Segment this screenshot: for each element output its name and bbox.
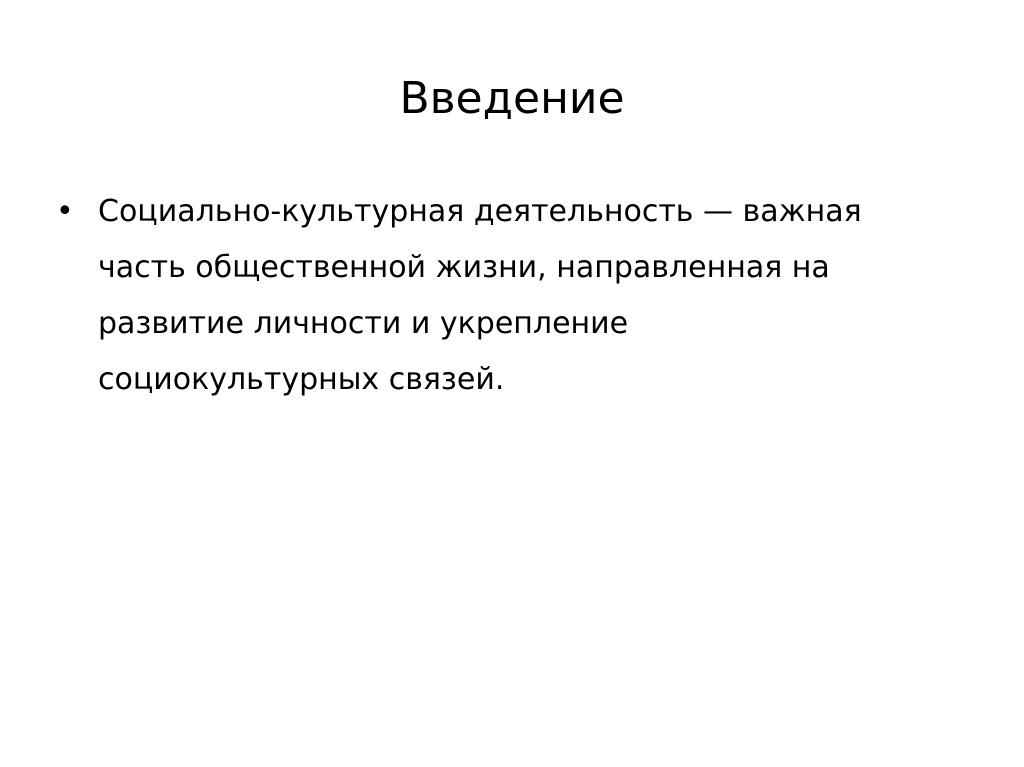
bullet-text: Социально-культурная деятельность — важная часть общественной жизни, направленная на развитие личности и укрепление социокультурных связей. bbox=[98, 194, 862, 397]
bullet-dot-icon: • bbox=[56, 194, 74, 229]
bullet-item bbox=[56, 184, 956, 408]
bullet-list bbox=[56, 184, 956, 408]
slide-title: Введение bbox=[399, 73, 625, 124]
